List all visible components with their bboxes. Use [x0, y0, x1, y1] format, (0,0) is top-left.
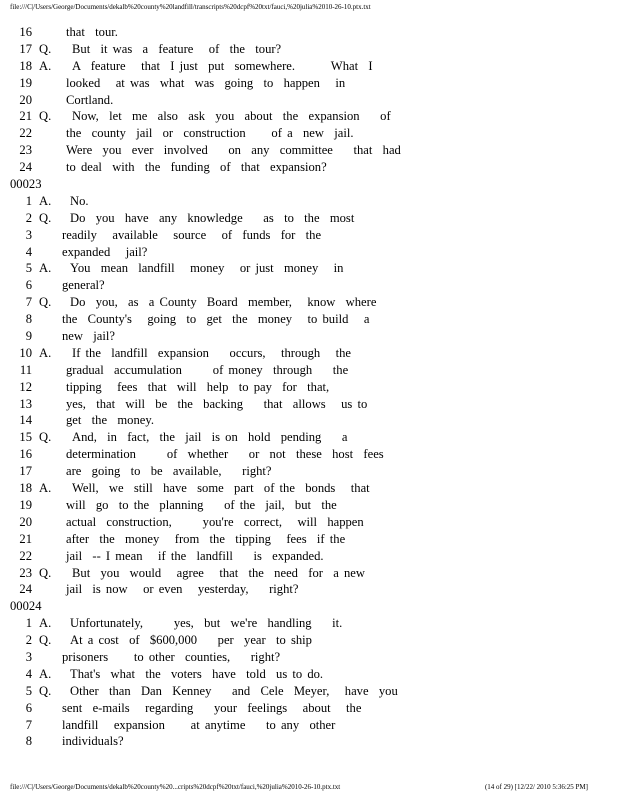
line-number: 20 [19, 92, 32, 107]
line-number: 16 [19, 25, 32, 39]
speaker-label: A. [39, 261, 52, 276]
line-number: 4 [25, 244, 32, 259]
line-number: 20 [19, 514, 32, 529]
line-text: Do you have any knowledge as to the most [70, 210, 355, 225]
line-number: 6 [25, 700, 32, 715]
transcript-line [10, 294, 610, 311]
transcript-line [10, 277, 610, 294]
line-text: general? [62, 278, 105, 293]
line-number: 23 [19, 565, 32, 580]
line-text: expanded jail? [62, 244, 148, 259]
page-number-marker [10, 598, 610, 615]
line-text: new jail? [62, 329, 115, 344]
line-number: 3 [25, 227, 32, 242]
transcript-line [10, 244, 610, 261]
transcript-body [10, 24, 610, 750]
page-number: 00023 [10, 177, 42, 192]
line-number: 12 [19, 379, 32, 394]
line-text: Do you, as a County Board member, know where [70, 295, 377, 310]
transcript-line [10, 24, 610, 41]
line-number: 1 [25, 616, 32, 631]
line-number: 10 [19, 345, 32, 360]
transcript-line [10, 108, 610, 125]
transcript-line [10, 193, 610, 210]
line-text: will go to the planning of the jail, but the [66, 497, 337, 512]
transcript-line [10, 514, 610, 531]
transcript-line [10, 446, 610, 463]
line-text: Now, let me also ask you about the expansion of [72, 109, 391, 124]
line-number: 7 [25, 295, 32, 310]
line-number: 18 [19, 481, 32, 496]
transcript-line [10, 463, 610, 480]
line-text: looked at was what was going to happen in [66, 75, 346, 90]
transcript-line [10, 92, 610, 109]
line-number: 13 [19, 396, 32, 411]
transcript-line [10, 142, 610, 159]
transcript-line [10, 615, 610, 632]
transcript-line [10, 412, 610, 429]
transcript-line [10, 159, 610, 176]
line-number: 7 [25, 717, 32, 732]
line-text: But you would agree that the need for a new [72, 565, 365, 580]
line-text: You mean landfill money or just money in [70, 261, 344, 276]
line-text: prisoners to other counties, right? [62, 649, 281, 664]
speaker-label: Q. [39, 565, 52, 580]
transcript-line [10, 75, 610, 92]
transcript-line [10, 531, 610, 548]
line-text: are going to be available, right? [66, 464, 272, 479]
transcript-line [10, 497, 610, 514]
transcript-line [10, 581, 610, 598]
line-number: 1 [25, 193, 32, 208]
transcript-line [10, 429, 610, 446]
line-text: But it was a feature of the tour? [72, 41, 282, 56]
transcript-line [10, 328, 610, 345]
line-text: individuals? [62, 734, 124, 749]
line-text: Cortland. [66, 92, 114, 107]
transcript-line [10, 548, 610, 565]
line-number: 24 [19, 160, 32, 175]
speaker-label: A. [39, 481, 52, 496]
line-text: after the money from the tipping fees if the [66, 531, 346, 546]
line-number: 9 [25, 329, 32, 344]
line-text: the County's going to get the money to build a [62, 312, 370, 327]
line-text: gradual accumulation of money through the [66, 362, 349, 377]
line-number: 19 [19, 75, 32, 90]
line-number: 5 [25, 683, 32, 698]
line-text: At a cost of $600,000 per year to ship [70, 633, 312, 648]
speaker-label: Q. [39, 633, 52, 648]
line-text: Other than Dan Kenney and Cele Meyer, have you [70, 683, 398, 698]
line-text: landfill expansion at anytime to any other [62, 717, 336, 732]
line-text: jail is now or even yesterday, right? [66, 582, 299, 597]
speaker-label: A. [39, 616, 52, 631]
line-text: Were you ever involved on any committee that had [66, 143, 401, 158]
speaker-label: A. [39, 666, 52, 681]
speaker-label: A. [39, 193, 52, 208]
transcript-line [10, 311, 610, 328]
transcript-line [10, 717, 610, 734]
line-text: Well, we still have some part of the bonds that [72, 481, 370, 496]
line-number: 4 [25, 666, 32, 681]
speaker-label: Q. [39, 210, 52, 225]
line-number: 16 [19, 447, 32, 462]
transcript-line [10, 125, 610, 142]
speaker-label: Q. [39, 683, 52, 698]
line-text: the county jail or construction of a new jail. [66, 126, 354, 141]
line-number: 17 [19, 41, 32, 56]
transcript-line [10, 565, 610, 582]
line-number: 17 [19, 464, 32, 479]
line-text: determination of whether or not these host fees [66, 447, 384, 462]
transcript-line [10, 210, 610, 227]
speaker-label: Q. [39, 109, 52, 124]
transcript-line [10, 379, 610, 396]
transcript-line [10, 700, 610, 717]
transcript-line [10, 632, 610, 649]
line-text: If the landfill expansion occurs, through the [72, 345, 352, 360]
speaker-label: Q. [39, 430, 52, 445]
line-number: 15 [19, 430, 32, 445]
line-text: sent e-mails regarding your feelings about the [62, 700, 362, 715]
line-text: yes, that will be the backing that allows us to [66, 396, 368, 411]
line-text: to deal with the funding of that expansion? [66, 160, 327, 175]
line-number: 3 [25, 649, 32, 664]
line-text: that tour. [66, 25, 118, 39]
line-number: 6 [25, 278, 32, 293]
line-number: 21 [19, 109, 32, 124]
line-number: 8 [25, 312, 32, 327]
line-text: That's what the voters have told us to do. [70, 666, 324, 681]
line-number: 19 [19, 497, 32, 512]
line-number: 2 [25, 633, 32, 648]
line-number: 14 [19, 413, 32, 428]
transcript-line [10, 345, 610, 362]
transcript-line [10, 666, 610, 683]
line-number: 22 [19, 548, 32, 563]
speaker-label: A. [39, 58, 52, 73]
line-text: Unfortunately, yes, but we're handling it. [70, 616, 343, 631]
line-number: 8 [25, 734, 32, 749]
transcript-line [10, 480, 610, 497]
line-text: actual construction, you're correct, will happen [66, 514, 364, 529]
transcript-line [10, 58, 610, 75]
transcript-line [10, 227, 610, 244]
line-number: 24 [19, 582, 32, 597]
line-number: 23 [19, 143, 32, 158]
line-text: No. [70, 193, 89, 208]
header-file-path: file:///C|/Users/George/Documents/dekalb%20county%20landfill/transcripts%20dcpf%20txt/fauci,%20julia%2010-26-10.ptx.txt [10, 3, 371, 11]
transcript-line [10, 733, 610, 750]
footer-page-info: (14 of 29) [12/22/ 2010 5:36:25 PM] [484, 783, 588, 791]
page-number: 00024 [10, 599, 42, 614]
line-text: A feature that I just put somewhere. What I [72, 58, 373, 73]
line-number: 18 [19, 58, 32, 73]
line-text: tipping fees that will help to pay for that, [66, 379, 330, 394]
transcript-line [10, 260, 610, 277]
transcript-line [10, 396, 610, 413]
transcript-line [10, 683, 610, 700]
line-number: 2 [25, 210, 32, 225]
line-text: get the money. [66, 413, 154, 428]
line-text: readily available source of funds for the [62, 227, 322, 242]
transcript-line [10, 362, 610, 379]
line-number: 11 [19, 362, 32, 377]
speaker-label: Q. [39, 295, 52, 310]
line-number: 21 [19, 531, 32, 546]
footer-file-path: file:///C|/Users/George/Documents/dekalb%20county%20...cripts%20dcpf%20txt/fauci,%20julia%2010-26-10.ptx.txt [10, 783, 341, 791]
transcript-line [10, 649, 610, 666]
transcript-line [10, 41, 610, 58]
line-text: And, in fact, the jail is on hold pending a [72, 430, 348, 445]
line-number: 5 [25, 261, 32, 276]
speaker-label: Q. [39, 41, 52, 56]
page-number-marker [10, 176, 610, 193]
line-number: 22 [19, 126, 32, 141]
line-text: jail -- I mean if the landfill is expanded. [66, 548, 324, 563]
speaker-label: A. [39, 345, 52, 360]
